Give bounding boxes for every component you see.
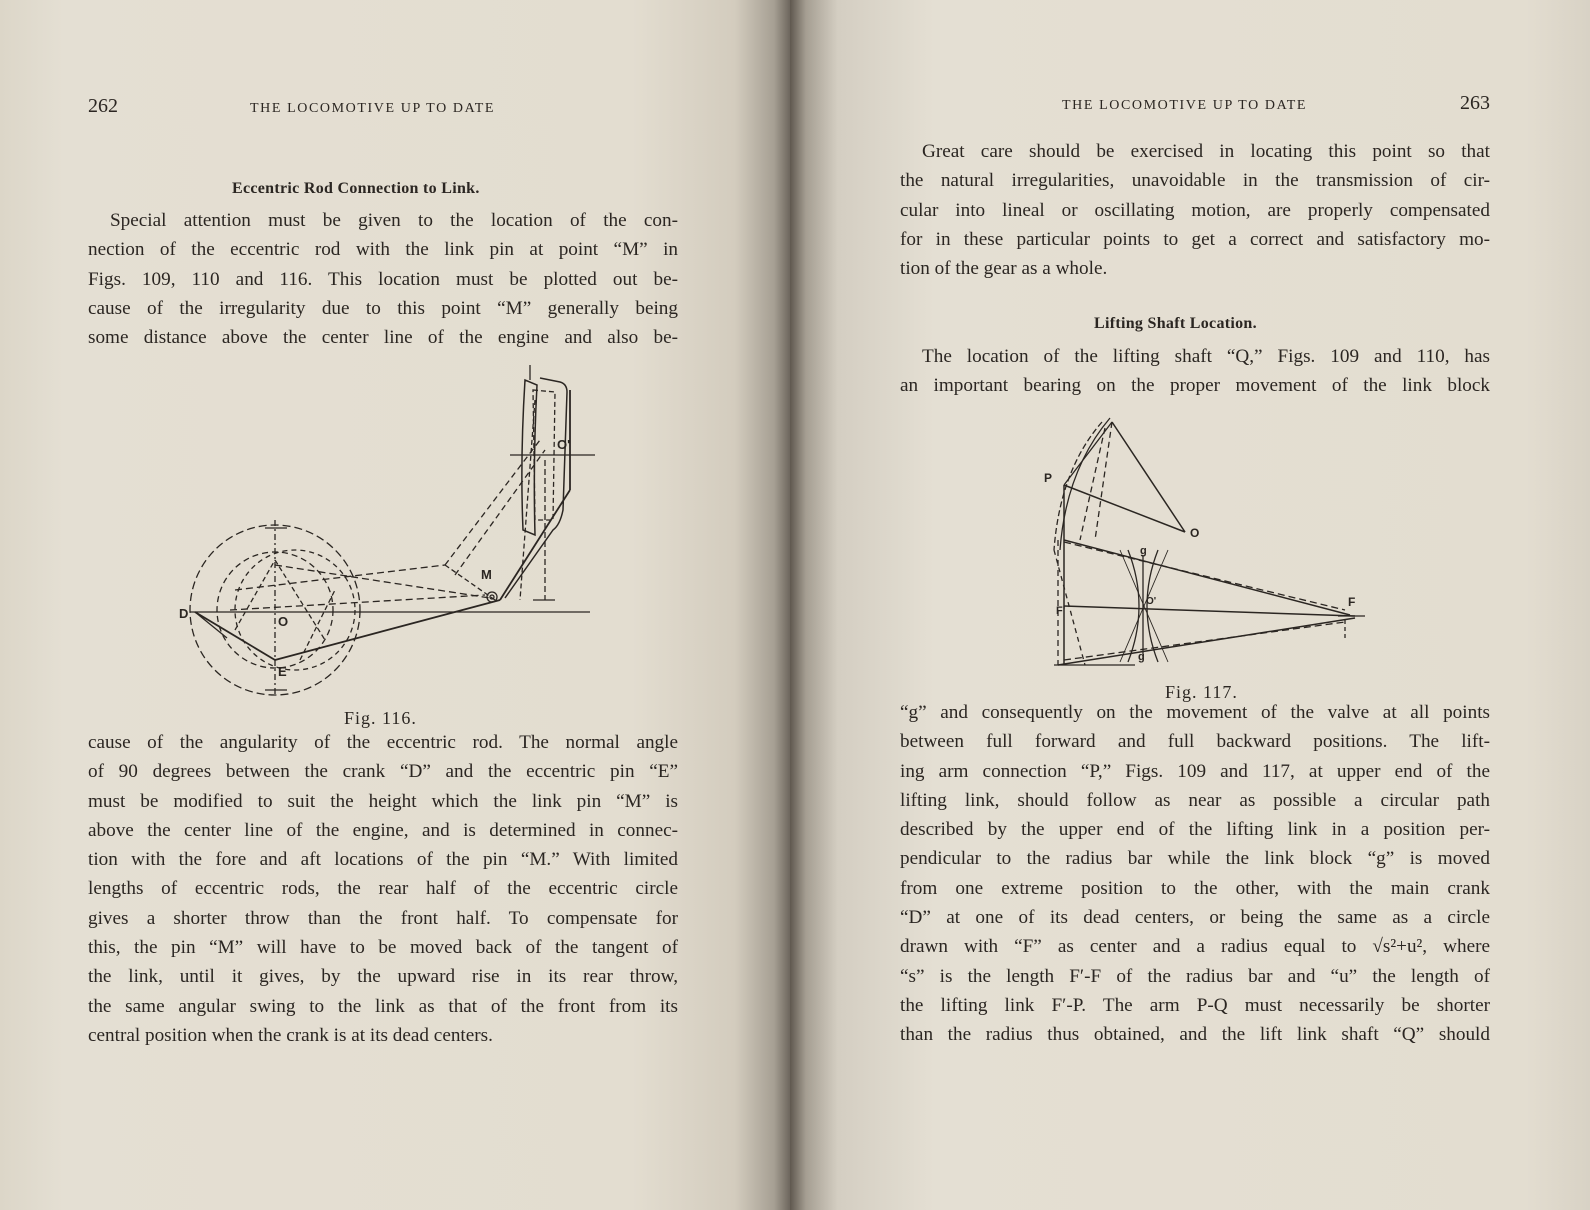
label-o: O [278, 614, 289, 629]
text-line: “g” and consequently on the movement of the valve at all points [900, 702, 1490, 723]
paragraph-1 [88, 206, 678, 352]
paragraph-1-right [900, 137, 1490, 283]
figure-117-caption: Fig. 117. [1165, 682, 1238, 702]
label-d: D [179, 606, 189, 621]
text-line: gives a shorter throw than the front half. To compensate for [88, 907, 678, 929]
paragraph-2 [88, 728, 678, 1050]
text-line: nection of the eccentric rod with the link pin at point “M” in [88, 239, 678, 261]
running-head-right: THE LOCOMOTIVE UP TO DATE [1062, 98, 1308, 113]
text-line: the natural irregularities, unavoidable in the transmission of cir- [900, 170, 1490, 192]
left-page [0, 0, 790, 1210]
text-line: above the center line of the engine, and is determined in connec- [88, 819, 678, 841]
text-line: ing arm connection “P,” Figs. 109 and 117, at upper end of the [900, 760, 1490, 782]
label-m: M [481, 567, 492, 582]
text-line: for in these particular points to get a correct and satisfactory mo- [900, 228, 1490, 250]
page-number-left: 262 [88, 95, 118, 117]
label-f-prime: F' [1056, 605, 1066, 617]
label-o-prime: O' [557, 437, 571, 452]
text-line: lifting link, should follow as near as possible a circular path [900, 789, 1490, 811]
figure-116-caption: Fig. 116. [344, 708, 417, 728]
text-line: cular into lineal or oscillating motion, are properly compensated [900, 199, 1490, 221]
text-line: Special attention must be given to the location of the con- [110, 210, 678, 231]
label-o-prime: O' [1146, 596, 1157, 607]
text-line: must be modified to suit the height which the link pin “M” is [88, 790, 678, 812]
text-line: than the radius thus obtained, and the lift link shaft “Q” should [900, 1024, 1490, 1046]
label-g-top: g [1140, 545, 1147, 557]
label-g-bottom: g [1138, 651, 1145, 663]
text-line: cause of the angularity of the eccentric rod. The normal angle [88, 732, 678, 753]
text-line: of 90 degrees between the crank “D” and the eccentric pin “E” [88, 761, 678, 783]
label-e: E [278, 664, 287, 679]
text-line: the link, until it gives, by the upward rise in its rear throw, [88, 966, 678, 988]
section-heading-lifting-shaft: Lifting Shaft Location. [1094, 315, 1257, 332]
label-p: P [1044, 471, 1053, 485]
text-line: the same angular swing to the link as that of the front from its [88, 995, 678, 1017]
section-heading-eccentric-rod: Eccentric Rod Connection to Link. [232, 180, 480, 197]
paragraph-3-right [900, 698, 1490, 1050]
text-line: The location of the lifting shaft “Q,” Figs. 109 and 110, has [922, 346, 1490, 367]
text-line: Figs. 109, 110 and 116. This location must be plotted out be- [88, 268, 678, 290]
text-line: cause of the irregularity due to this point “M” generally being [88, 297, 678, 319]
figure-116-diagram [175, 360, 605, 700]
text-line: this, the pin “M” will have to be moved back of the tangent of [88, 937, 678, 959]
page-number-right: 263 [1460, 92, 1490, 114]
text-line: the lifting link F′-P. The arm P-Q must necessarily be shorter [900, 994, 1490, 1016]
text-line: between full forward and full backward positions. The lift- [900, 731, 1490, 753]
text-line: Great care should be exercised in locating this point so that [922, 141, 1490, 162]
text-line: “s” is the length F′-F of the radius bar and “u” the length of [900, 965, 1490, 987]
figure-117-diagram [1040, 410, 1370, 680]
running-head-left: THE LOCOMOTIVE UP TO DATE [250, 101, 496, 116]
text-line: described by the upper end of the lifting link in a position per- [900, 819, 1490, 841]
label-f: F [1348, 595, 1356, 609]
text-line: pendicular to the radius bar while the link block “g” is moved [900, 848, 1490, 870]
text-line: from one extreme position to the other, with the main crank [900, 877, 1490, 899]
label-o: O [1190, 526, 1200, 540]
text-line: tion with the fore and aft locations of the pin “M.” With limited [88, 849, 678, 871]
text-line: lengths of eccentric rods, the rear half of the eccentric circle [88, 878, 678, 900]
right-page [790, 0, 1590, 1210]
text-line: an important bearing on the proper movement of the link block [900, 375, 1490, 397]
text-line: drawn with “F” as center and a radius equal to √s²+u², where [900, 936, 1490, 958]
text-line: “D” at one of its dead centers, or being the same as a circle [900, 907, 1490, 929]
text-line: tion of the gear as a whole. [900, 258, 1108, 280]
text-line: central position when the crank is at its dead centers. [88, 1024, 493, 1046]
paragraph-2-right [900, 342, 1490, 401]
text-line: some distance above the center line of the engine and also be- [88, 327, 678, 349]
